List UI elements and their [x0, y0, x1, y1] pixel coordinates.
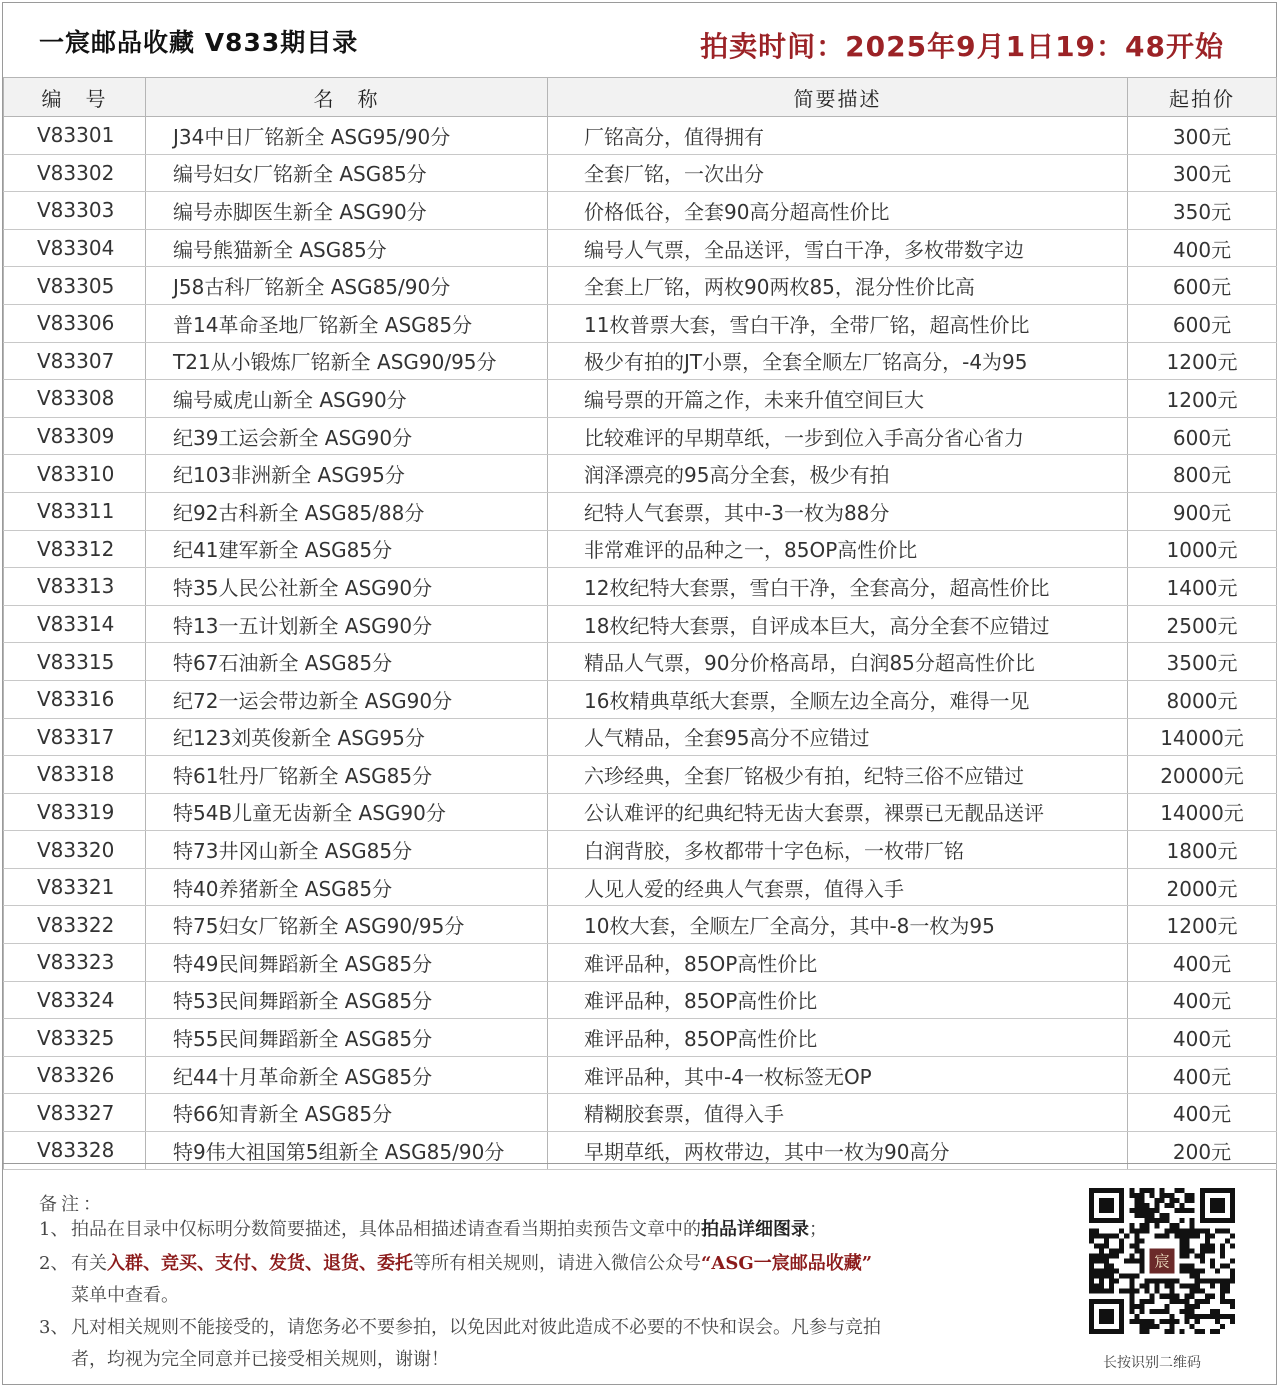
column-header-description: 简要描述	[548, 78, 1128, 117]
table-row	[4, 342, 1277, 380]
cell-lot-number: V83311	[4, 492, 146, 530]
cell-starting-price: 1000元	[1128, 530, 1277, 568]
cell-lot-number: V83302	[4, 154, 146, 192]
note-1-number: 1、	[39, 1219, 69, 1240]
cell-item-name: 编号赤脚医生新全 ASG90分	[146, 192, 548, 230]
note-3-number: 3、	[39, 1317, 69, 1338]
cell-lot-number: V83328	[4, 1132, 146, 1170]
cell-starting-price: 300元	[1128, 117, 1277, 155]
cell-description: 编号票的开篇之作，未来升值空间巨大	[548, 380, 1128, 418]
cell-description: 公认难评的纪典纪特无齿大套票，裸票已无靓品送评	[548, 793, 1128, 831]
cell-starting-price: 600元	[1128, 304, 1277, 342]
catalog-header	[3, 3, 1276, 75]
cell-item-name: 特40养猪新全 ASG85分	[146, 868, 548, 906]
cell-starting-price: 200元	[1128, 1132, 1277, 1170]
cell-item-name: 特73井冈山新全 ASG85分	[146, 831, 548, 869]
table-row	[4, 944, 1277, 982]
cell-description: 难评品种，其中-4一枚标签无OP	[548, 1056, 1128, 1094]
cell-description: 全套上厂铭，两枚90两枚85，混分性价比高	[548, 267, 1128, 305]
table-row	[4, 192, 1277, 230]
cell-item-name: 特67石油新全 ASG85分	[146, 643, 548, 681]
cell-description: 人气精品，全套95高分不应错过	[548, 718, 1128, 756]
cell-lot-number: V83312	[4, 530, 146, 568]
table-row	[4, 718, 1277, 756]
note-3	[39, 1312, 1039, 1376]
table-row	[4, 417, 1277, 455]
cell-starting-price: 20000元	[1128, 756, 1277, 794]
table-row	[4, 154, 1277, 192]
cell-item-name: 纪72一运会带边新全 ASG90分	[146, 680, 548, 718]
note-1-highlight: 拍品详细图录	[701, 1219, 809, 1240]
cell-description: 12枚纪特大套票，雪白干净，全套高分，超高性价比	[548, 568, 1128, 606]
cell-starting-price: 1800元	[1128, 831, 1277, 869]
note-1-end: ；	[809, 1219, 827, 1240]
column-header-starting-price: 起拍价	[1128, 78, 1277, 117]
note-2	[39, 1248, 1039, 1312]
cell-description: 六珍经典，全套厂铭极少有拍，纪特三俗不应错过	[548, 756, 1128, 794]
table-row	[4, 229, 1277, 267]
cell-starting-price: 350元	[1128, 192, 1277, 230]
cell-item-name: 编号熊猫新全 ASG85分	[146, 229, 548, 267]
cell-lot-number: V83307	[4, 342, 146, 380]
table-row	[4, 455, 1277, 493]
notes-section	[3, 1163, 1276, 1385]
table-row	[4, 906, 1277, 944]
cell-item-name: 编号威虎山新全 ASG90分	[146, 380, 548, 418]
catalog-table	[3, 77, 1277, 1170]
cell-description: 人见人爱的经典人气套票，值得入手	[548, 868, 1128, 906]
cell-description: 精品人气票，90分价格高昂，白润85分超高性价比	[548, 643, 1128, 681]
table-row	[4, 1056, 1277, 1094]
cell-description: 纪特人气套票，其中-3一枚为88分	[548, 492, 1128, 530]
cell-starting-price: 1200元	[1128, 380, 1277, 418]
note-2-wechat-account: “ASG一宸邮品收藏”	[701, 1253, 873, 1274]
cell-lot-number: V83327	[4, 1094, 146, 1132]
table-row	[4, 643, 1277, 681]
table-row	[4, 831, 1277, 869]
cell-description: 比较难评的早期草纸，一步到位入手高分省心省力	[548, 417, 1128, 455]
table-header-row	[4, 78, 1277, 117]
table-row	[4, 605, 1277, 643]
cell-starting-price: 400元	[1128, 1019, 1277, 1057]
cell-item-name: T21从小锻炼厂铭新全 ASG90/95分	[146, 342, 548, 380]
cell-description: 润泽漂亮的95高分全套，极少有拍	[548, 455, 1128, 493]
cell-lot-number: V83314	[4, 605, 146, 643]
cell-description: 10枚大套，全顺左厂全高分，其中-8一枚为95	[548, 906, 1128, 944]
cell-starting-price: 2500元	[1128, 605, 1277, 643]
cell-starting-price: 1400元	[1128, 568, 1277, 606]
cell-item-name: 特61牡丹厂铭新全 ASG85分	[146, 756, 548, 794]
note-3-continuation: 者，均视为完全同意并已接受相关规则，谢谢！	[71, 1349, 449, 1370]
cell-lot-number: V83325	[4, 1019, 146, 1057]
cell-lot-number: V83309	[4, 417, 146, 455]
table-row	[4, 530, 1277, 568]
cell-description: 11枚普票大套，雪白干净，全带厂铭，超高性价比	[548, 304, 1128, 342]
table-row	[4, 981, 1277, 1019]
cell-lot-number: V83313	[4, 568, 146, 606]
cell-description: 16枚精典草纸大套票，全顺左边全高分，难得一见	[548, 680, 1128, 718]
cell-item-name: 特53民间舞蹈新全 ASG85分	[146, 981, 548, 1019]
note-2-continuation: 菜单中查看。	[71, 1285, 179, 1306]
cell-item-name: 特54B儿童无齿新全 ASG90分	[146, 793, 548, 831]
cell-starting-price: 14000元	[1128, 718, 1277, 756]
cell-item-name: 纪123刘英俊新全 ASG95分	[146, 718, 548, 756]
cell-starting-price: 600元	[1128, 267, 1277, 305]
cell-item-name: 纪92古科新全 ASG85/88分	[146, 492, 548, 530]
cell-item-name: 普14革命圣地厂铭新全 ASG85分	[146, 304, 548, 342]
cell-starting-price: 1200元	[1128, 906, 1277, 944]
cell-description: 极少有拍的JT小票，全套全顺左厂铭高分，-4为95	[548, 342, 1128, 380]
column-header-id: 编 号	[4, 78, 146, 117]
cell-lot-number: V83320	[4, 831, 146, 869]
note-1	[39, 1214, 1039, 1246]
note-3-text: 凡对相关规则不能接受的，请您务必不要参拍，以免因此对彼此造成不必要的不快和误会。凡参与竞拍	[71, 1317, 881, 1338]
cell-lot-number: V83319	[4, 793, 146, 831]
cell-item-name: 特66知青新全 ASG85分	[146, 1094, 548, 1132]
qr-code-icon[interactable]	[1089, 1188, 1235, 1334]
table-row	[4, 267, 1277, 305]
table-row	[4, 793, 1277, 831]
cell-starting-price: 800元	[1128, 455, 1277, 493]
note-2-middle: 等所有相关规则，请进入微信公众号	[413, 1253, 701, 1274]
cell-description: 精糊胶套票，值得入手	[548, 1094, 1128, 1132]
cell-starting-price: 900元	[1128, 492, 1277, 530]
cell-description: 非常难评的品种之一，85OP高性价比	[548, 530, 1128, 568]
cell-item-name: 纪103非洲新全 ASG95分	[146, 455, 548, 493]
qr-logo-text: 宸	[1154, 1252, 1170, 1271]
cell-lot-number: V83306	[4, 304, 146, 342]
cell-item-name: 特75妇女厂铭新全 ASG90/95分	[146, 906, 548, 944]
cell-starting-price: 14000元	[1128, 793, 1277, 831]
catalog-sheet	[2, 2, 1277, 1385]
qr-caption: 长按识别二维码	[1103, 1355, 1201, 1371]
table-row	[4, 1094, 1277, 1132]
cell-starting-price: 400元	[1128, 1094, 1277, 1132]
cell-starting-price: 400元	[1128, 944, 1277, 982]
cell-description: 18枚纪特大套票，自评成本巨大，高分全套不应错过	[548, 605, 1128, 643]
cell-lot-number: V83324	[4, 981, 146, 1019]
cell-item-name: J34中日厂铭新全 ASG95/90分	[146, 117, 548, 155]
note-2-highlight-rules: 入群、竞买、支付、发货、退货、委托	[107, 1253, 413, 1274]
cell-starting-price: 2000元	[1128, 868, 1277, 906]
table-row	[4, 868, 1277, 906]
cell-lot-number: V83304	[4, 229, 146, 267]
table-row	[4, 680, 1277, 718]
cell-starting-price: 400元	[1128, 981, 1277, 1019]
cell-lot-number: V83310	[4, 455, 146, 493]
column-header-name: 名 称	[146, 78, 548, 117]
cell-starting-price: 400元	[1128, 1056, 1277, 1094]
cell-lot-number: V83315	[4, 643, 146, 681]
cell-item-name: 特13一五计划新全 ASG90分	[146, 605, 548, 643]
cell-item-name: 编号妇女厂铭新全 ASG85分	[146, 154, 548, 192]
table-row	[4, 568, 1277, 606]
cell-lot-number: V83318	[4, 756, 146, 794]
table-row	[4, 492, 1277, 530]
cell-description: 难评品种，85OP高性价比	[548, 1019, 1128, 1057]
cell-starting-price: 300元	[1128, 154, 1277, 192]
cell-starting-price: 8000元	[1128, 680, 1277, 718]
catalog-rows	[4, 117, 1277, 1170]
cell-item-name: 特9伟大祖国第5组新全 ASG85/90分	[146, 1132, 548, 1170]
cell-starting-price: 400元	[1128, 229, 1277, 267]
cell-description: 价格低谷，全套90高分超高性价比	[548, 192, 1128, 230]
cell-item-name: 特55民间舞蹈新全 ASG85分	[146, 1019, 548, 1057]
cell-description: 白润背胶，多枚都带十字色标，一枚带厂铭	[548, 831, 1128, 869]
notes-heading: 备注：	[39, 1194, 105, 1215]
cell-item-name: J58古科厂铭新全 ASG85/90分	[146, 267, 548, 305]
table-row	[4, 117, 1277, 155]
cell-lot-number: V83322	[4, 906, 146, 944]
note-2-number: 2、	[39, 1253, 69, 1274]
catalog-title: 一宸邮品收藏 V833期目录	[39, 28, 359, 57]
cell-description: 难评品种，85OP高性价比	[548, 981, 1128, 1019]
cell-item-name: 纪41建军新全 ASG85分	[146, 530, 548, 568]
cell-description: 厂铭高分，值得拥有	[548, 117, 1128, 155]
cell-description: 早期草纸，两枚带边，其中一枚为90高分	[548, 1132, 1128, 1170]
cell-description: 编号人气票，全品送评，雪白干净，多枚带数字边	[548, 229, 1128, 267]
cell-description: 全套厂铭，一次出分	[548, 154, 1128, 192]
note-1-text: 拍品在目录中仅标明分数简要描述，具体品相描述请查看当期拍卖预告文章中的	[71, 1219, 701, 1240]
cell-starting-price: 600元	[1128, 417, 1277, 455]
cell-item-name: 特49民间舞蹈新全 ASG85分	[146, 944, 548, 982]
cell-item-name: 纪39工运会新全 ASG90分	[146, 417, 548, 455]
table-row	[4, 756, 1277, 794]
cell-item-name: 纪44十月革命新全 ASG85分	[146, 1056, 548, 1094]
cell-lot-number: V83301	[4, 117, 146, 155]
cell-description: 难评品种，85OP高性价比	[548, 944, 1128, 982]
auction-start-time: 拍卖时间：2025年9月1日19：48开始	[700, 30, 1224, 63]
table-row	[4, 380, 1277, 418]
cell-lot-number: V83316	[4, 680, 146, 718]
cell-lot-number: V83308	[4, 380, 146, 418]
cell-lot-number: V83323	[4, 944, 146, 982]
cell-lot-number: V83321	[4, 868, 146, 906]
cell-lot-number: V83326	[4, 1056, 146, 1094]
table-row	[4, 304, 1277, 342]
cell-starting-price: 1200元	[1128, 342, 1277, 380]
table-row	[4, 1019, 1277, 1057]
cell-lot-number: V83305	[4, 267, 146, 305]
cell-lot-number: V83317	[4, 718, 146, 756]
cell-item-name: 特35人民公社新全 ASG90分	[146, 568, 548, 606]
cell-starting-price: 3500元	[1128, 643, 1277, 681]
cell-lot-number: V83303	[4, 192, 146, 230]
note-2-prefix: 有关	[71, 1253, 107, 1274]
